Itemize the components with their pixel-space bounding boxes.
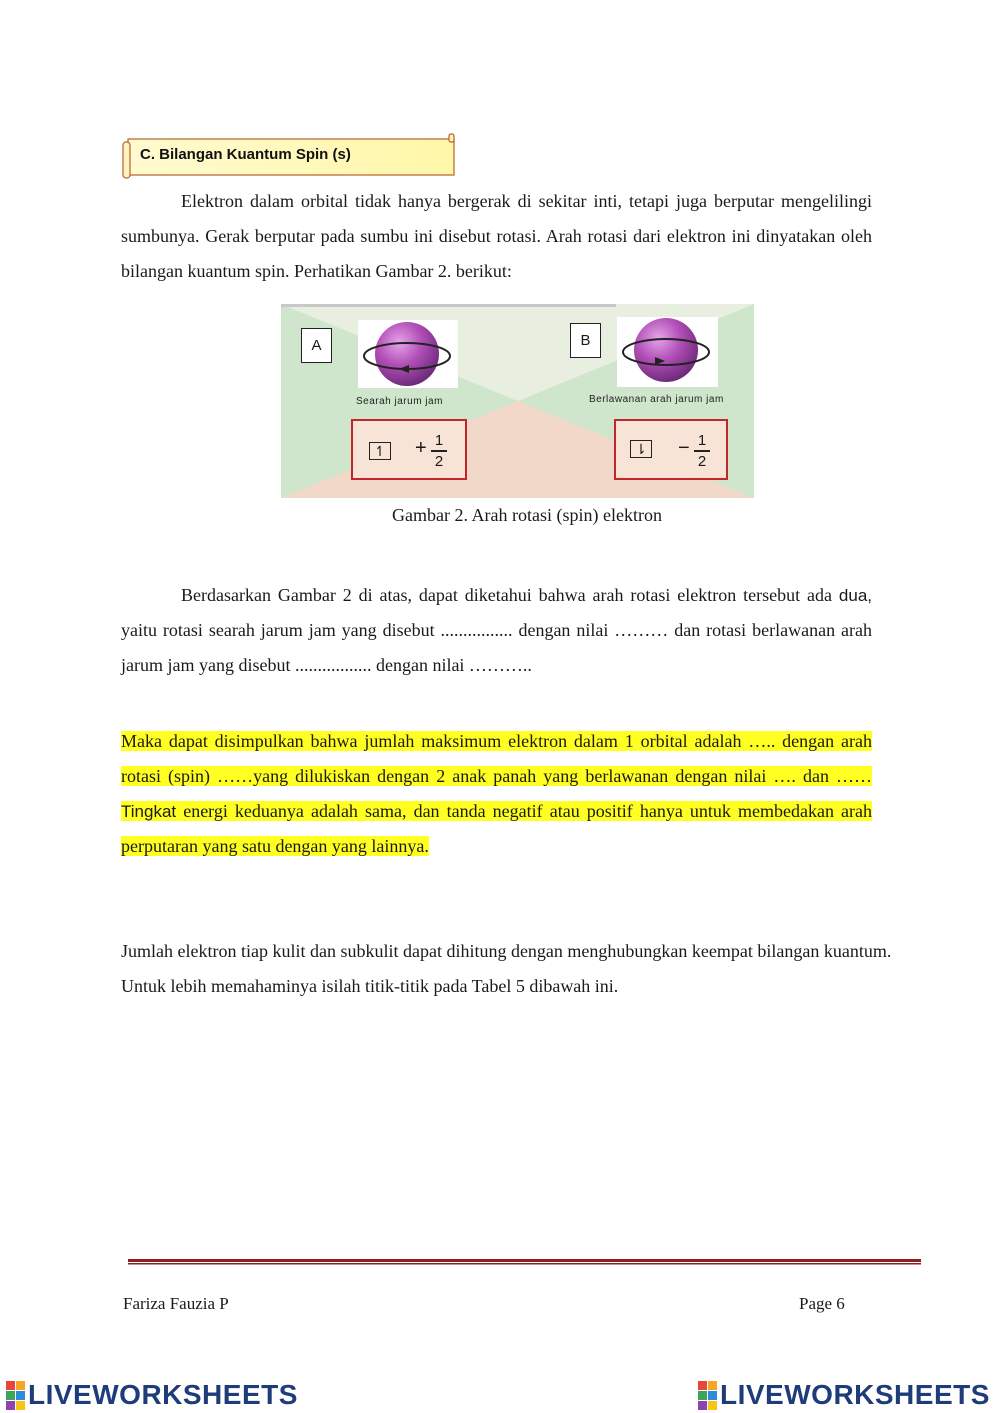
brand-logo-icon <box>6 1381 25 1410</box>
spin-down-fraction <box>694 432 710 470</box>
footer-author: Fariza Fauzia P <box>123 1294 229 1313</box>
spin-up-box <box>351 419 467 480</box>
spin-down-arrow-icon: ⇂ <box>630 440 652 458</box>
spin-up-numerator: 1 <box>434 432 444 449</box>
brand-name-right: LIVEWORKSHEETS <box>720 1379 990 1410</box>
footer-divider <box>128 1259 921 1266</box>
spin-down-sign: − <box>678 437 690 459</box>
conclusion-text-1: Maka dapat disimpulkan bahwa jumlah maksimum elektron dalam 1 orbital adalah ….. dengan arah rotasi (spin) ……yang dilukiskan dengan 2 anak panah yang berlawanan dengan nilai …. dan …… <box>121 731 872 786</box>
brand-name-left: LIVEWORKSHEETS <box>28 1379 298 1410</box>
conclusion-paragraph <box>121 724 872 864</box>
section-banner <box>122 133 456 179</box>
panel-b-label: Berlawanan arah jarum jam <box>589 394 724 405</box>
spin-up-denominator: 2 <box>434 452 444 470</box>
panel-b-letter: B <box>570 323 601 358</box>
conclusion-text-2: energi keduanya adalah sama, dan tanda negatif atau positif hanya untuk membedakan arah perputaran yang satu dengan yang lainnya. <box>121 801 872 856</box>
spin-up-arrow-icon: ↿ <box>369 442 391 460</box>
table-intro-paragraph: Jumlah elektron tiap kulit dan subkulit dapat dihitung dengan menghubungkan keempat bilangan kuantum. Untuk lebih memahaminya isilah titik-titik pada Tabel 5 dibawah ini. <box>121 941 892 996</box>
footer-page-number: Page 6 <box>799 1294 845 1313</box>
spin-up-sign: + <box>415 437 427 459</box>
spin-paragraph <box>121 578 872 683</box>
brand-left[interactable] <box>6 1378 298 1412</box>
intro-paragraph: Elektron dalam orbital tidak hanya bergerak di sekitar inti, tetapi juga berputar mengelilingi sumbunya. Gerak berputar pada sumbu ini disebut rotasi. Arah rotasi dari elektron ini dinyatakan oleh bilangan kuantum spin. Perhatikan Gambar 2. berikut: <box>121 191 872 281</box>
spin-paragraph-text-2: yaitu rotasi searah jarum jam yang disebut ................ dengan nilai ……… dan rotasi berlawanan arah jarum jam yang disebut ................. dengan nilai ……….. <box>121 620 872 675</box>
section-title: C. Bilangan Kuantum Spin (s) <box>140 146 351 163</box>
spin-paragraph-text-1: Berdasarkan Gambar 2 di atas, dapat diketahui bahwa arah rotasi elektron tersebut ada <box>181 585 839 605</box>
spin-figure <box>281 304 754 498</box>
brand-logo-icon <box>698 1381 717 1410</box>
panel-a-letter: A <box>301 328 332 363</box>
conclusion-tingkat: Tingkat <box>121 802 177 821</box>
spin-paragraph-dua: dua, <box>838 586 872 605</box>
spin-down-numerator: 1 <box>697 432 707 449</box>
figure-caption: Gambar 2. Arah rotasi (spin) elektron <box>392 505 662 525</box>
spin-up-fraction <box>431 432 447 470</box>
brand-right[interactable] <box>698 1378 990 1412</box>
spin-down-box <box>614 419 728 480</box>
panel-a-label: Searah jarum jam <box>356 396 443 407</box>
spin-down-denominator: 2 <box>697 452 707 470</box>
